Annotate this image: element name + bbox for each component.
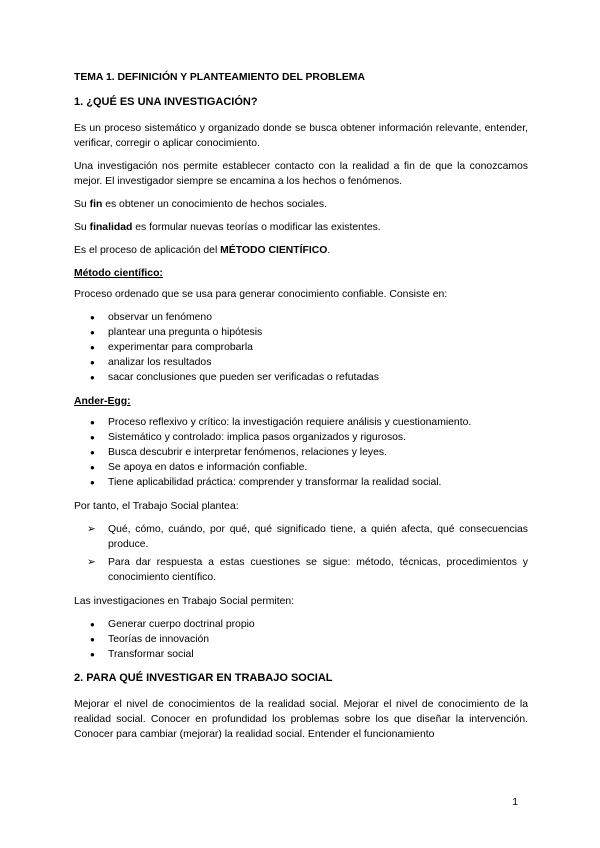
bold-term: finalidad bbox=[89, 222, 133, 233]
list-item bbox=[74, 415, 528, 430]
bullet-icon: ● bbox=[90, 433, 95, 442]
list-item-text: Generar cuerpo doctrinal propio bbox=[108, 619, 255, 630]
page-number: 1 bbox=[512, 797, 518, 808]
bullet-icon: ● bbox=[90, 418, 95, 427]
bullet-icon: ● bbox=[90, 448, 95, 457]
text: es formular nuevas teorías o modificar las existentes. bbox=[132, 222, 381, 233]
bullet-icon: ● bbox=[90, 478, 95, 487]
list-item-text: Sistemático y controlado: implica pasos organizados y rigurosos. bbox=[108, 432, 407, 443]
bold-term: MÉTODO CIENTÍFICO bbox=[220, 245, 328, 256]
list-item bbox=[74, 460, 528, 475]
investigaciones-list bbox=[74, 617, 528, 662]
arrow-icon: ➢ bbox=[87, 524, 96, 535]
list-item bbox=[74, 617, 528, 632]
list-item bbox=[74, 555, 528, 585]
paragraph bbox=[74, 243, 528, 258]
text: . bbox=[327, 245, 331, 256]
bold-term: fin bbox=[89, 199, 103, 210]
text: es obtener un conocimiento de hechos sociales. bbox=[102, 199, 328, 210]
paragraph: Una investigación nos permite establecer contacto con la realidad a fin de que la conozcamos mejor. El investigador siempre se encamina a los hechos o fenómenos. bbox=[74, 161, 528, 187]
bullet-icon: ● bbox=[90, 463, 95, 472]
bullet-icon: ● bbox=[90, 620, 95, 629]
bullet-icon: ● bbox=[90, 635, 95, 644]
arrow-list bbox=[74, 522, 528, 585]
section1-heading: 1. ¿QUÉ ES UNA INVESTIGACIÓN? bbox=[74, 96, 258, 108]
bullet-icon: ● bbox=[90, 373, 95, 382]
list-item bbox=[74, 340, 528, 355]
list-item bbox=[74, 445, 528, 460]
list-item-text: Se apoya en datos e información confiable. bbox=[108, 462, 308, 473]
list-item-text: Qué, cómo, cuándo, por qué, qué significado tiene, a quién afecta, qué consecuencias produce. bbox=[108, 524, 528, 550]
list-item-text: Tiene aplicabilidad práctica: comprender y transformar la realidad social. bbox=[108, 477, 442, 488]
document-title: TEMA 1. DEFINICIÓN Y PLANTEAMIENTO DEL PROBLEMA bbox=[74, 72, 365, 83]
list-item-text: Busca descubrir e interpretar fenómenos, relaciones y leyes. bbox=[108, 447, 387, 458]
metodo-heading: Método científico: bbox=[74, 268, 163, 279]
list-item bbox=[74, 647, 528, 662]
text: Su bbox=[74, 199, 90, 210]
document-page bbox=[74, 70, 528, 750]
text: Su bbox=[74, 222, 90, 233]
arrow-icon: ➢ bbox=[87, 557, 96, 568]
list-item bbox=[74, 370, 528, 385]
paragraph bbox=[74, 220, 528, 235]
list-item-text: sacar conclusiones que pueden ser verificadas o refutadas bbox=[108, 372, 379, 383]
list-item bbox=[74, 355, 528, 370]
list-item bbox=[74, 475, 528, 490]
list-item-text: Para dar respuesta a estas cuestiones se sigue: método, técnicas, procedimientos y conocimiento científico. bbox=[108, 557, 528, 583]
ander-egg-heading: Ander-Egg: bbox=[74, 396, 131, 407]
list-item-text: Transformar social bbox=[108, 649, 194, 660]
paragraph: Las investigaciones en Trabajo Social permiten: bbox=[74, 596, 295, 607]
text: Es el proceso de aplicación del bbox=[74, 245, 221, 256]
list-item-text: Proceso reflexivo y crítico: la investigación requiere análisis y cuestionamiento. bbox=[108, 417, 472, 428]
list-item-text: analizar los resultados bbox=[108, 357, 212, 368]
list-item bbox=[74, 632, 528, 647]
list-item-text: plantear una pregunta o hipótesis bbox=[108, 327, 263, 338]
list-item-text: Teorías de innovación bbox=[108, 634, 210, 645]
bullet-icon: ● bbox=[90, 650, 95, 659]
list-item bbox=[74, 325, 528, 340]
paragraph: Por tanto, el Trabajo Social plantea: bbox=[74, 501, 239, 512]
bullet-icon: ● bbox=[90, 358, 95, 367]
metodo-list bbox=[74, 310, 528, 385]
bullet-icon: ● bbox=[90, 328, 95, 337]
paragraph: Es un proceso sistemático y organizado donde se busca obtener información relevante, entender, verificar, corregir o aplicar conocimiento. bbox=[74, 123, 528, 149]
bullet-icon: ● bbox=[90, 313, 95, 322]
bullet-icon: ● bbox=[90, 343, 95, 352]
section2-heading: 2. PARA QUÉ INVESTIGAR EN TRABAJO SOCIAL bbox=[74, 672, 333, 684]
list-item-text: experimentar para comprobarla bbox=[108, 342, 253, 353]
paragraph bbox=[74, 197, 528, 212]
list-item-text: observar un fenómeno bbox=[108, 312, 212, 323]
list-item bbox=[74, 522, 528, 552]
paragraph: Proceso ordenado que se usa para generar conocimiento confiable. Consiste en: bbox=[74, 289, 448, 300]
paragraph: Mejorar el nivel de conocimientos de la realidad social. Mejorar el nivel de conocimiento de la realidad social. Conocer en profundidad los problemas sobre los que diseñar la intervención. Conocer para cambiar (mejorar) la realidad social. Entender el funcionamiento bbox=[74, 699, 528, 740]
list-item bbox=[74, 310, 528, 325]
ander-egg-list bbox=[74, 415, 528, 490]
list-item bbox=[74, 430, 528, 445]
